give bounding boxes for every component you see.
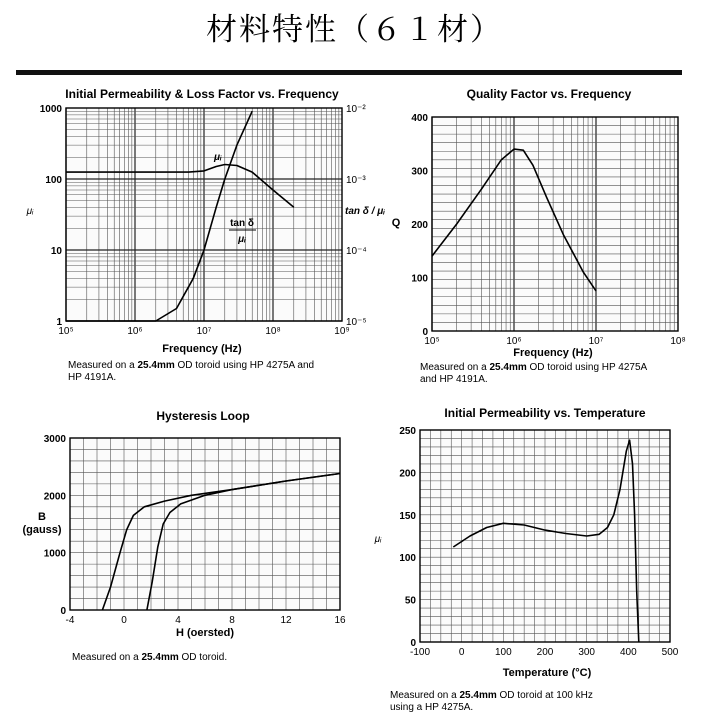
- x-tick-label: 0: [458, 647, 465, 658]
- y-tick-label: 2000: [43, 491, 66, 503]
- x-tick-label: 10⁸: [670, 336, 686, 347]
- y-tick-label: 50: [404, 595, 416, 607]
- x-tick-label: 300: [578, 647, 596, 658]
- x-tick-label: 10⁷: [588, 336, 604, 347]
- y2-tick-label: 10⁻²: [346, 104, 366, 115]
- caption-text: using a HP 4275A.: [390, 702, 474, 713]
- y-tick-label: 3000: [43, 434, 66, 445]
- annotation-mu-denominator: μᵢ: [238, 234, 246, 245]
- y-tick-label: 100: [399, 553, 416, 565]
- x-tick-label: 10⁷: [196, 326, 212, 337]
- y2-axis-label: tan δ / μᵢ: [345, 206, 385, 217]
- caption-text: OD toroid at 100 kHz: [496, 690, 593, 701]
- caption-text: OD toroid using HP 4275A: [526, 362, 648, 373]
- x-tick-label: 10⁹: [334, 326, 350, 337]
- x-axis-label: H (oersted): [175, 627, 235, 639]
- x-tick-label: 12: [280, 615, 292, 626]
- chart-perm-loss: [26, 87, 386, 355]
- x-tick-label: 400: [619, 647, 637, 658]
- chart-perm-temp: [374, 406, 679, 679]
- x-tick-label: 10⁶: [127, 326, 143, 337]
- y-tick-label: 1000: [43, 548, 66, 560]
- caption-text: Measured on a: [72, 652, 142, 663]
- x-axis-label: Frequency (Hz): [162, 343, 242, 355]
- y-tick-label: 200: [411, 220, 428, 231]
- caption-bold: 25.4mm: [489, 362, 527, 373]
- x-axis-label: Frequency (Hz): [513, 347, 593, 359]
- annotation-mu: μᵢ: [214, 152, 222, 163]
- y-axis-label: μᵢ: [26, 206, 34, 217]
- y2-tick-label: 10⁻⁴: [346, 246, 367, 257]
- y-tick-label: 0: [60, 606, 66, 617]
- y-tick-label: 100: [411, 273, 428, 285]
- x-tick-label: -4: [65, 615, 75, 626]
- caption-quality-factor: [420, 362, 647, 386]
- x-tick-label: 10⁸: [265, 326, 281, 337]
- page-title: 材料特性（６１材）: [206, 12, 503, 48]
- caption-bold: 25.4mm: [459, 690, 497, 701]
- y-tick-label: 1: [56, 317, 62, 328]
- y-tick-label: 10: [50, 246, 62, 257]
- caption-text: Measured on a: [420, 362, 490, 373]
- y-axis-label-gauss: (gauss): [22, 524, 62, 536]
- x-tick-label: 500: [661, 647, 679, 658]
- caption-text: Measured on a: [390, 690, 460, 701]
- x-tick-label: 4: [175, 615, 181, 626]
- y-tick-label: 250: [399, 426, 416, 437]
- x-tick-label: 10⁵: [58, 326, 74, 337]
- caption-text: HP 4191A.: [68, 372, 117, 383]
- x-tick-label: 8: [229, 615, 235, 626]
- annotation-tan-delta: tan δ: [230, 218, 254, 229]
- caption-perm-temp: [390, 690, 593, 714]
- y-tick-label: 100: [45, 175, 62, 186]
- caption-perm-loss: [68, 360, 314, 384]
- chart-title: Hysteresis Loop: [156, 409, 250, 423]
- caption-text: and HP 4191A.: [420, 374, 488, 385]
- plot-area: [432, 117, 678, 331]
- y-axis-label: μᵢ: [374, 534, 382, 545]
- y-tick-label: 200: [399, 468, 416, 480]
- y-tick-label: 300: [411, 166, 428, 178]
- x-tick-label: -100: [409, 647, 431, 658]
- caption-bold: 25.4mm: [137, 360, 175, 371]
- y-tick-label: 150: [399, 510, 416, 522]
- x-tick-label: 10⁶: [506, 336, 522, 347]
- caption-hysteresis: [72, 652, 227, 664]
- y2-tick-label: 10⁻³: [346, 175, 366, 186]
- chart-hysteresis: [22, 409, 346, 639]
- x-tick-label: 100: [494, 647, 512, 658]
- caption-text: OD toroid using HP 4275A and: [174, 360, 315, 371]
- y2-tick-label: 10⁻⁵: [346, 317, 367, 328]
- y-axis-label-b: B: [38, 511, 46, 523]
- x-tick-label: 200: [536, 647, 554, 658]
- chart-title: Initial Permeability vs. Temperature: [444, 406, 646, 420]
- x-tick-label: 0: [121, 615, 127, 626]
- x-axis-label: Temperature (°C): [502, 667, 592, 679]
- x-tick-label: 10⁵: [424, 336, 440, 347]
- chart-title: Quality Factor vs. Frequency: [466, 87, 632, 101]
- y-axis-label: Q: [391, 217, 401, 229]
- caption-text: OD toroid.: [178, 652, 228, 663]
- chart-quality-factor: [392, 87, 686, 359]
- y-tick-label: 400: [411, 113, 428, 124]
- y-tick-label: 0: [410, 638, 416, 649]
- y-tick-label: 0: [422, 327, 428, 338]
- chart-title: Initial Permeability & Loss Factor vs. Frequency: [65, 87, 339, 101]
- caption-text: Measured on a: [68, 360, 138, 371]
- x-tick-label: 16: [334, 615, 346, 626]
- caption-bold: 25.4mm: [141, 652, 179, 663]
- y-tick-label: 1000: [39, 104, 62, 115]
